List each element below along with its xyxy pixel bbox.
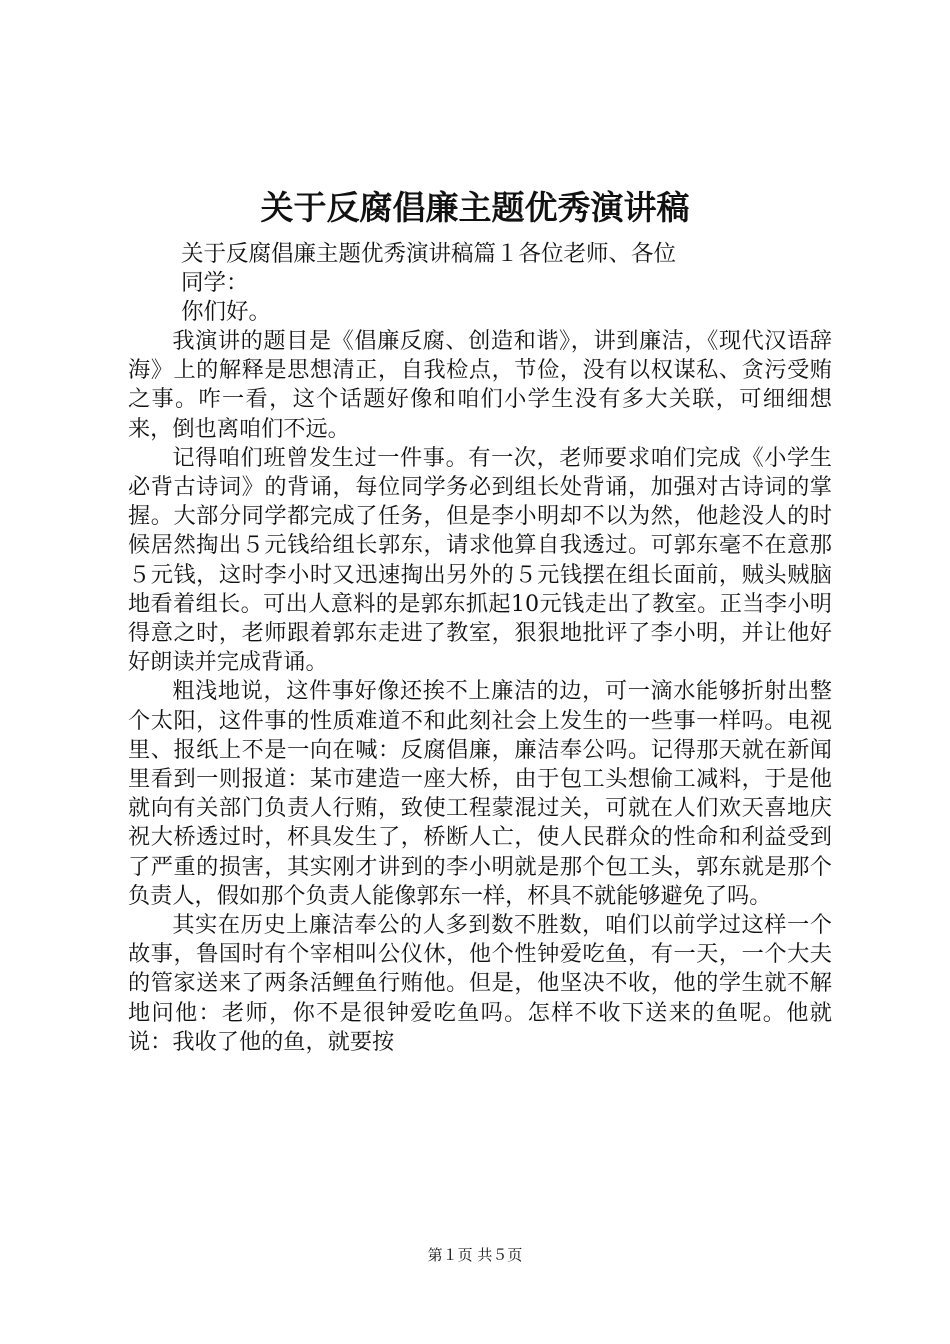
document-title: 关于反腐倡廉主题优秀演讲稿 (260, 188, 690, 227)
body-paragraph: 其实在历史上廉洁奉公的人多到数不胜数，咱们以前学过这样一个故事，鲁国时有个宰相叫公仪休，他个性钟爱吃鱼，有一天，一个大夫的管家送来了两条活鲤鱼行贿他。但是，他坚决不收，他的学生就不解地问他：老师，你不是很钟爱吃鱼吗。怎样不收下送来的鱼呢。他就说：我收了他的鱼，就要按 (128, 912, 832, 1055)
document-body (128, 327, 832, 1057)
intro-block (181, 240, 781, 328)
intro-line: 同学： (181, 270, 249, 297)
body-paragraph: 记得咱们班曾发生过一件事。有一次，老师要求咱们完成《小学生必背古诗词》的背诵，每位同学务必到组长处背诵，加强对古诗词的掌握。大部分同学都完成了任务，但是李小明却不以为然，他趁没人的时候居然掏出５元钱给组长郭东，请求他算自我透过。可郭东毫不在意那５元钱，这时李小时又迅速掏出另外的５元钱摆在组长面前，贼头贼脑地看着组长。可出人意料的是郭东抓起10元钱走出了教室。正当李小明得意之时，老师跟着郭东走进了教室，狠狠地批评了李小明，并让他好好朗读并完成背诵。 (128, 444, 832, 676)
body-paragraph: 粗浅地说，这件事好像还挨不上廉洁的边，可一滴水能够折射出整个太阳，这件事的性质难道不和此刻社会上发生的一些事一样吗。电视里、报纸上不是一向在喊：反腐倡廉，廉洁奉公吗。记得那天就在新闻里看到一则报道：某市建造一座大桥，由于包工头想偷工减料，于是他就向有关部门负责人行贿，致使工程蒙混过关，可就在人们欢天喜地庆祝大桥透过时，杯具发生了，桥断人亡，使人民群众的性命和利益受到了严重的损害，其实刚才讲到的李小明就是那个包工头，郭东就是那个负责人，假如那个负责人能像郭东一样，杯具不就能够避免了吗。 (128, 678, 832, 909)
intro-line: 你们好。 (181, 299, 272, 326)
intro-line: 关于反腐倡廉主题优秀演讲稿篇１各位老师、各位 (181, 241, 677, 267)
body-paragraph: 我演讲的题目是《倡廉反腐、创造和谐》，讲到廉洁，《现代汉语辞海》上的解释是思想清正，自我检点，节俭，没有以权谋私、贪污受贿之事。咋一看，这个话题好像和咱们小学生没有多大关联，可细细想来，倒也离咱们不远。 (128, 328, 832, 442)
page-footer: 第１页 共５页 (427, 1246, 523, 1264)
